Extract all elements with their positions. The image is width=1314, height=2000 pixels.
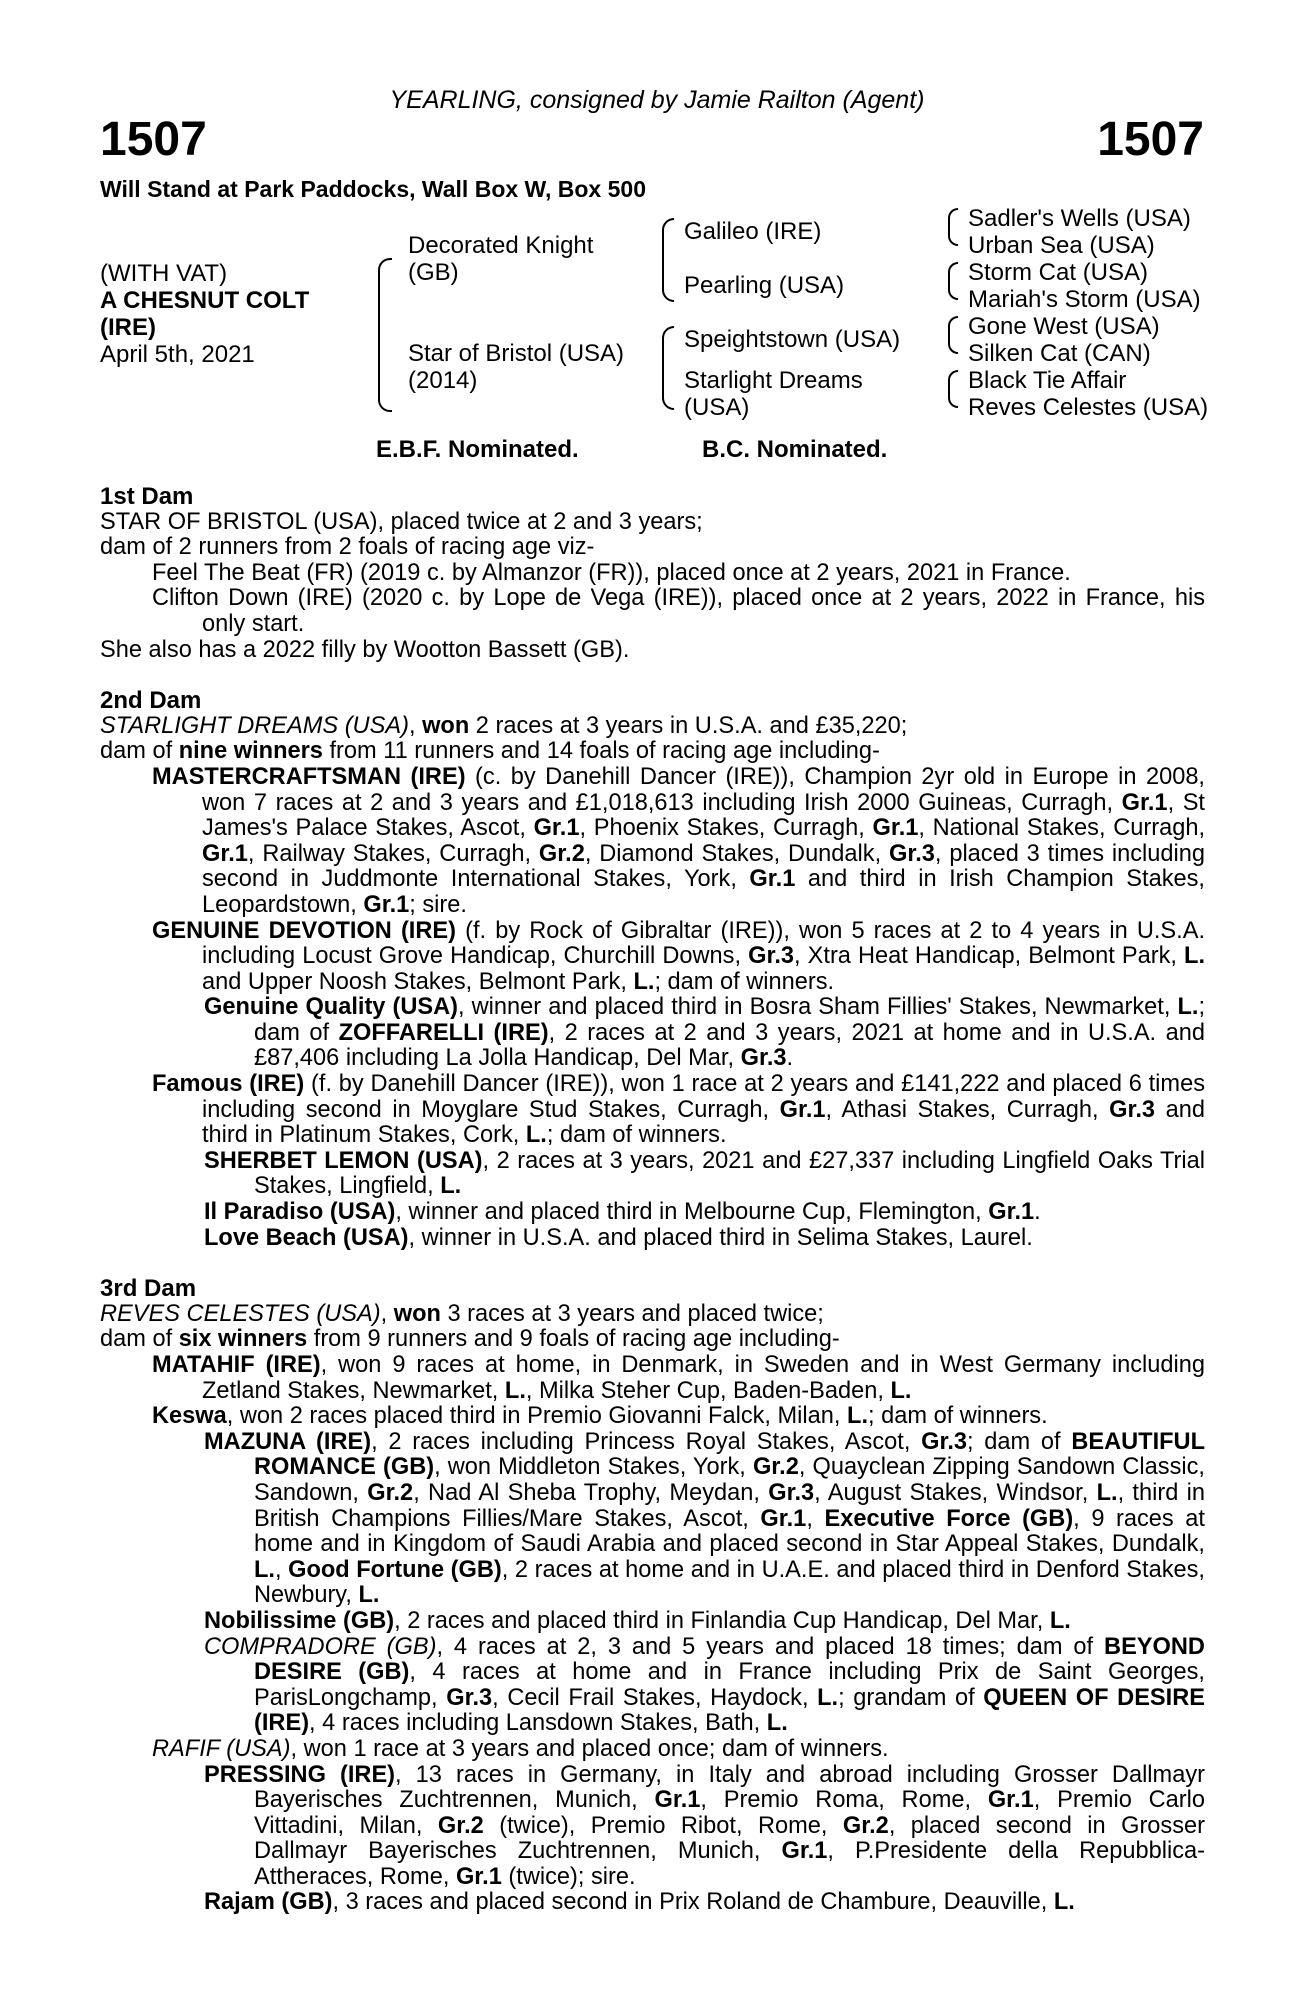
produce-item: Famous (IRE) (f. by Danehill Dancer (IRE)), won 1 race at 2 years and £141,222 and placed 6 times including second in Moyglare Stud Stakes, Curragh, Gr.1, Athasi Stakes, Curragh, Gr.3 and third in Platinum Stakes, Cork, L.; dam of winners. [152, 1071, 1205, 1149]
first-dam-produce: dam of 2 runners from 2 foals of racing age viz- [100, 534, 595, 561]
lot-number-right: 1507 [1097, 113, 1204, 166]
dam-sire: Speightstown (USA) [684, 326, 901, 353]
first-dam-line: STAR OF BRISTOL (USA), placed twice at 2 and 3 years; [100, 508, 703, 535]
produce-item: PRESSING (IRE), 13 races in Germany, in Italy and abroad including Grosser Dallmayr Bayerisches Zuchtrennen, Munich, Gr.1, Premio Roma, Rome, Gr.1, Premio Carlo Vittadini, Milan, Gr.2 (twice), Premio Ribot, Rome, Gr.2, placed second in Grosser Dallmayr Bayerisches Zuchtrennen, Munich, Gr.1, P.Presidente della Repubblica-Attheraces, Rome, Gr.1 (twice); sire. [204, 1761, 1205, 1890]
horse-dob: April 5th, 2021 [100, 341, 255, 368]
third-dam-produce: dam of six winners from 9 runners and 9 foals of racing age including- [100, 1326, 840, 1353]
produce-item: MATAHIF (IRE), won 9 races at home, in Denmark, in Sweden and in West Germany including Zetland Stakes, Newmarket, L., Milka Steher Cup, Baden-Baden, L. [152, 1352, 1205, 1404]
second-dam-heading: 2nd Dam [100, 687, 202, 715]
gen3-2: Urban Sea (USA) [968, 232, 1155, 259]
dam-dam-country: (USA) [684, 394, 750, 421]
gen3-3: Storm Cat (USA) [968, 259, 1149, 286]
horse-country: (IRE) [100, 314, 156, 341]
produce-item: GENUINE DEVOTION (IRE) (f. by Rock of Gibraltar (IRE)), won 5 races at 2 to 4 years in U.S.A. including Locust Grove Handicap, Churchill Downs, Gr.3, Xtra Heat Handicap, Belmont Park, L. and Upper Noosh Stakes, Belmont Park, L.; dam of winners. [152, 917, 1206, 995]
horse-name: A CHESNUT COLT [100, 287, 310, 314]
gen3-8: Reves Celestes (USA) [968, 394, 1209, 421]
lot-number-left: 1507 [100, 113, 207, 166]
stand-location: Will Stand at Park Paddocks, Wall Box W, Box 500 [100, 176, 646, 202]
gen3-4: Mariah's Storm (USA) [968, 286, 1201, 313]
produce-item: COMPRADORE (GB), 4 races at 2, 3 and 5 years and placed 18 times; dam of BEYOND DESIRE (GB), 4 races at home and in France including Prix de Saint Georges, ParisLongchamp, Gr.3, Cecil Frail Stakes, Haydock, L.; grandam of QUEEN OF DESIRE (IRE), 4 races including Lansdown Stakes, Bath, L. [204, 1633, 1205, 1737]
produce-item: Love Beach (USA), winner in U.S.A. and placed third in Selima Stakes, Laurel. [204, 1224, 1033, 1251]
pedigree-bracket-dam [662, 326, 674, 410]
produce-item: Clifton Down (IRE) (2020 c. by Lope de Vega (IRE)), placed once at 2 years, 2022 in France, his only start. [152, 585, 1205, 637]
produce-item: MAZUNA (IRE), 2 races including Princess Royal Stakes, Ascot, Gr.3; dam of BEAUTIFUL ROMANCE (GB), won Middleton Stakes, York, Gr.2, Quayclean Zipping Sandown Classic, Sandown, Gr.2, Nad Al Sheba Trophy, Meydan, Gr.3, August Stakes, Windsor, L., third in British Champions Fillies/Mare Stakes, Ascot, Gr.1, Executive Force (GB), 9 races at home and in Kingdom of Saudi Arabia and placed second in Star Appeal Stakes, Dundalk, L., Good Fortune (GB), 2 races at home and in U.A.E. and placed third in Denford Stakes, Newbury, L. [204, 1428, 1206, 1609]
pedigree-bracket-sd [948, 262, 958, 300]
gen3-7: Black Tie Affair [968, 367, 1127, 394]
pedigree-bracket-sire [662, 218, 674, 302]
first-dam-heading: 1st Dam [100, 483, 194, 510]
pedigree-bracket-gen1 [378, 258, 392, 412]
second-dam-produce: dam of nine winners from 11 runners and 14 foals of racing age including- [100, 738, 880, 765]
third-dam-heading: 3rd Dam [100, 1275, 197, 1303]
bc-nominated: B.C. Nominated. [702, 436, 888, 463]
produce-item: SHERBET LEMON (USA), 2 races at 3 years, 2021 and £27,337 including Lingfield Oaks Trial Stakes, Lingfield, L. [204, 1147, 1205, 1200]
produce-item: MASTERCRAFTSMAN (IRE) (c. by Danehill Dancer (IRE)), Champion 2yr old in Europe in 2008, won 7 races at 2 and 3 years and £1,018,613 including Irish 2000 Guineas, Curragh, Gr.1, St James's Palace Stakes, Ascot, Gr.1, Phoenix Stakes, Curragh, Gr.1, National Stakes, Curragh, Gr.1, Railway Stakes, Curragh, Gr.2, Diamond Stakes, Dundalk, Gr.3, placed 3 times including second in Juddmonte International Stakes, York, Gr.1 and third in Irish Champion Stakes, Leopardstown, Gr.1; sire. [152, 763, 1205, 918]
sire-sire: Galileo (IRE) [684, 218, 822, 245]
ebf-nominated: E.B.F. Nominated. [376, 436, 579, 463]
gen3-6: Silken Cat (CAN) [968, 340, 1151, 367]
produce-item: Keswa, won 2 races placed third in Premio Giovanni Falck, Milan, L.; dam of winners. [152, 1403, 1048, 1430]
dam-dam: Starlight Dreams [684, 367, 863, 394]
third-dam-line: REVES CELESTES (USA), won 3 races at 3 years and placed twice; [100, 1300, 824, 1327]
sire-country: (GB) [408, 259, 459, 286]
pedigree-bracket-dd [948, 370, 958, 408]
sire-dam: Pearling (USA) [684, 272, 845, 299]
produce-item: Il Paradiso (USA), winner and placed third in Melbourne Cup, Flemington, Gr.1. [204, 1199, 1041, 1226]
gen3-5: Gone West (USA) [968, 313, 1160, 340]
pedigree-bracket-ss [948, 208, 958, 246]
gen3-1: Sadler's Wells (USA) [968, 205, 1191, 232]
produce-item: Rajam (GB), 3 races and placed second in Prix Roland de Chambure, Deauville, L. [204, 1889, 1075, 1916]
catalogue-body [100, 484, 1205, 1916]
first-dam-note: She also has a 2022 filly by Wootton Bassett (GB). [100, 636, 630, 663]
sire-name: Decorated Knight [408, 232, 594, 259]
produce-item: Genuine Quality (USA), winner and placed third in Bosra Sham Fillies' Stakes, Newmarket, L.; dam of ZOFFARELLI (IRE), 2 races at 2 and 3 years, 2021 at home and in U.S.A. and £87,406 including La Jolla Handicap, Del Mar, Gr.3. [204, 994, 1206, 1072]
produce-item: Feel The Beat (FR) (2019 c. by Almanzor (FR)), placed once at 2 years, 2021 in France. [152, 559, 1071, 586]
produce-item: RAFIF (USA), won 1 race at 3 years and placed once; dam of winners. [152, 1735, 889, 1762]
produce-item: Nobilissime (GB), 2 races and placed third in Finlandia Cup Handicap, Del Mar, L. [204, 1607, 1071, 1634]
second-dam-line: STARLIGHT DREAMS (USA), won 2 races at 3 years in U.S.A. and £35,220; [100, 712, 908, 739]
dam-year: (2014) [408, 367, 478, 394]
dam-name: Star of Bristol (USA) [408, 340, 625, 367]
consignor-line: YEARLING, consigned by Jamie Railton (Agent) [389, 86, 925, 114]
pedigree-bracket-ds [948, 316, 958, 354]
vat-note: (WITH VAT) [100, 260, 228, 287]
